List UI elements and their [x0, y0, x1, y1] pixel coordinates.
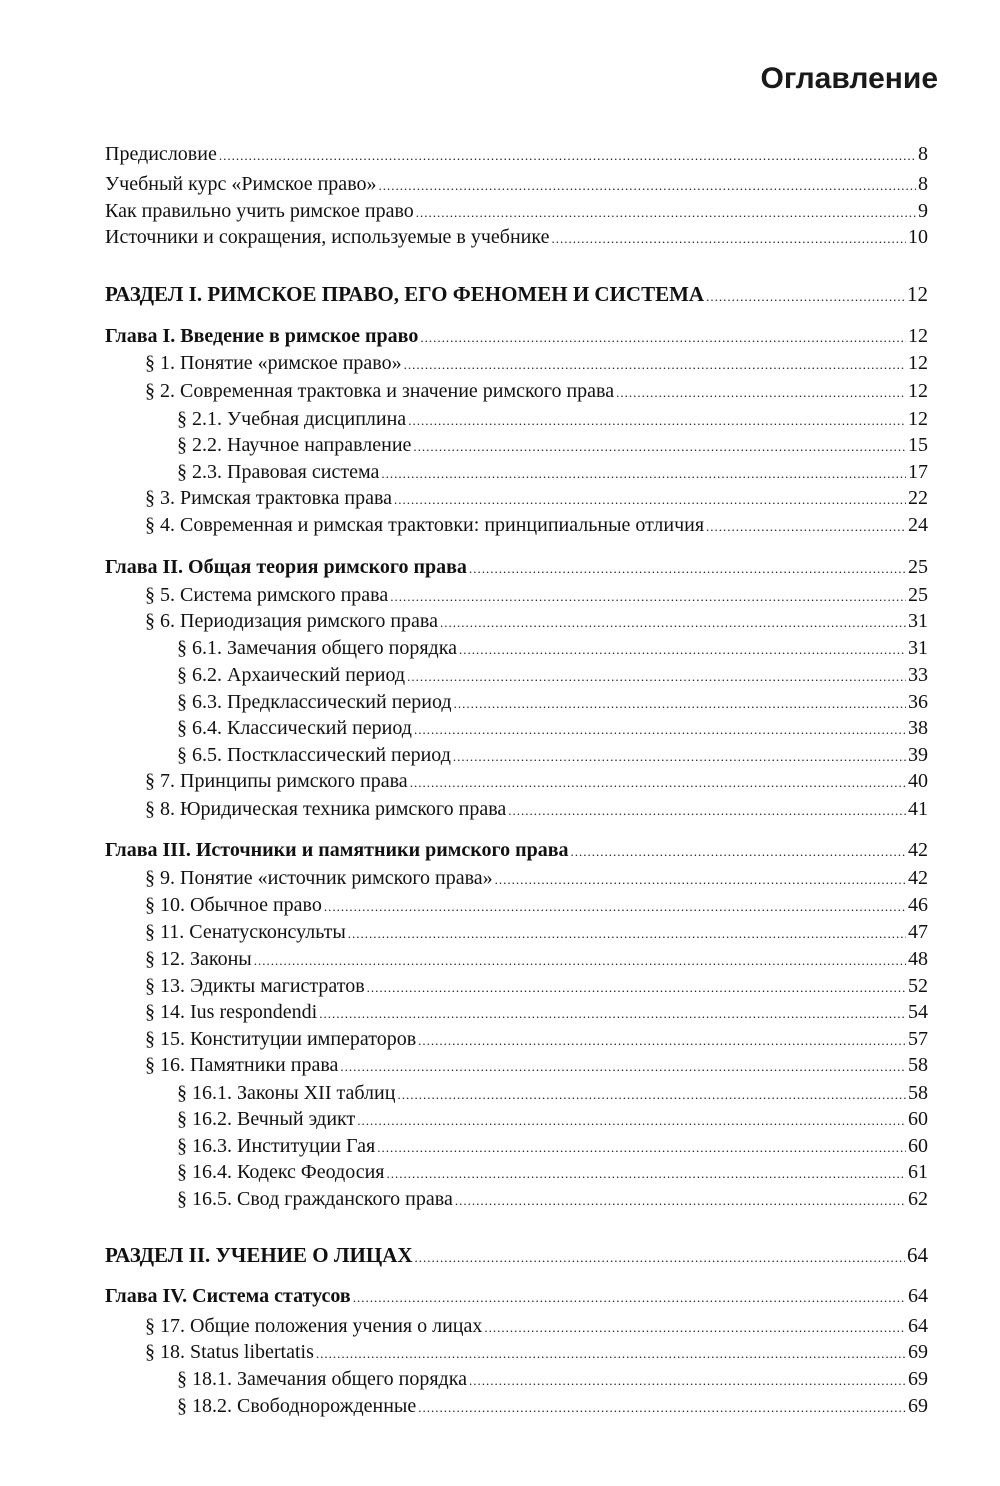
toc-entry	[105, 484, 928, 512]
toc-entry-title: Глава II. Общая теория римского права	[105, 556, 467, 578]
toc-entry	[105, 553, 928, 581]
toc-entry-title: § 16.2. Вечный эдикт	[177, 1108, 356, 1130]
toc-entry-page: 60	[908, 1135, 928, 1157]
toc-entry-page: 12	[908, 352, 928, 374]
toc-entry-page: 40	[908, 770, 928, 792]
dot-leader	[316, 1340, 906, 1368]
toc-entry-title: РАЗДЕЛ I. РИМСКОЕ ПРАВО, ЕГО ФЕНОМЕН И СИСТЕМА	[105, 282, 705, 306]
toc-entry-title: § 16. Памятники права	[145, 1054, 339, 1076]
toc-entry-title: § 7. Принципы римского права	[145, 770, 408, 792]
dot-leader	[706, 513, 906, 541]
toc-entry-title: Глава I. Введение в римское право	[105, 325, 419, 347]
dot-leader	[616, 379, 906, 407]
toc-entry	[105, 458, 928, 486]
toc-entry	[105, 581, 928, 609]
toc-entry-title: § 6.3. Предклассический период	[177, 691, 452, 713]
dot-leader	[357, 1107, 906, 1135]
toc-entry	[105, 607, 928, 635]
toc-entry-title: § 6.2. Архаический период	[177, 664, 406, 686]
toc-entry	[105, 795, 928, 823]
toc-entry-title: § 18.1. Замечания общего порядка	[177, 1368, 467, 1390]
toc-entry	[105, 1079, 928, 1107]
dot-leader	[571, 838, 906, 866]
toc-entry-page: 54	[908, 1001, 928, 1023]
toc-entry-title: § 3. Римская трактовка права	[145, 487, 393, 509]
toc-entry-page: 12	[907, 282, 928, 306]
toc-entry-title: § 6.4. Классический период	[177, 717, 412, 739]
toc-entry-title: § 2.3. Правовая система	[177, 461, 380, 483]
toc-entry-title: § 16.1. Законы XII таблиц	[177, 1082, 396, 1104]
toc-entry	[105, 998, 928, 1026]
toc-entry	[105, 1105, 928, 1133]
toc-entry-title: § 17. Общие положения учения о лицах	[145, 1315, 483, 1337]
toc-entry-title: § 9. Понятие «источник римского права»	[145, 867, 493, 889]
toc-entry-page: 25	[908, 584, 928, 606]
dot-leader	[386, 1160, 906, 1188]
dot-leader	[410, 769, 906, 797]
toc-entry	[105, 1025, 928, 1053]
toc-entry	[105, 661, 928, 689]
toc-entry	[105, 1158, 928, 1186]
dot-leader	[459, 636, 906, 664]
dot-leader	[469, 1367, 906, 1395]
toc-entry-title: § 8. Юридическая техника римского права	[145, 798, 507, 820]
toc-entry-page: 36	[908, 691, 928, 713]
toc-entry-page: 57	[908, 1028, 928, 1050]
toc-entry-page: 39	[908, 744, 928, 766]
dot-leader	[420, 324, 906, 352]
toc-entry-title: Предисловие	[105, 143, 217, 165]
toc-entry-page: 60	[908, 1108, 928, 1130]
toc-entry-page: 42	[908, 839, 928, 861]
dot-leader	[407, 663, 906, 691]
dot-leader	[414, 716, 906, 744]
toc-entry-title: Источники и сокращения, используемые в учебнике	[105, 226, 550, 248]
toc-entry	[105, 1312, 928, 1340]
dot-leader	[254, 947, 906, 975]
toc-entry-title: § 18. Status libertatis	[145, 1341, 314, 1363]
toc-entry-page: 9	[918, 200, 928, 222]
toc-entry-title: § 11. Сенатусконсульты	[145, 921, 346, 943]
toc-entry	[105, 223, 928, 251]
dot-leader	[340, 1053, 906, 1081]
toc-entry-title: § 18.2. Свободнорожденные	[177, 1395, 417, 1417]
toc-entry-title: § 12. Законы	[145, 948, 252, 970]
toc-entry	[105, 280, 928, 308]
dot-leader	[394, 486, 906, 514]
toc-entry-page: 8	[918, 143, 928, 165]
toc-entry	[105, 1241, 928, 1269]
toc-entry-title: § 16.5. Свод гражданского права	[177, 1188, 453, 1210]
toc-entry	[105, 1365, 928, 1393]
dot-leader	[706, 283, 905, 311]
toc-entry-page: 31	[908, 637, 928, 659]
toc-entry-title: § 6.5. Постклассический период	[177, 744, 451, 766]
toc-entry	[105, 1282, 928, 1310]
dot-leader	[324, 893, 906, 921]
toc-entry-title: § 16.3. Институции Гая	[177, 1135, 376, 1157]
dot-leader	[404, 351, 906, 379]
toc-entry-title: § 13. Эдикты магистратов	[145, 975, 365, 997]
toc-entry	[105, 1185, 928, 1213]
toc-entry	[105, 1132, 928, 1160]
toc-entry-page: 22	[908, 487, 928, 509]
toc-entry	[105, 741, 928, 769]
toc-entry	[105, 170, 928, 198]
toc-entry-page: 12	[908, 380, 928, 402]
toc-entry-page: 8	[918, 173, 928, 195]
toc-entry	[105, 1338, 928, 1366]
toc-entry-page: 58	[908, 1054, 928, 1076]
toc-entry-title: § 6. Периодизация римского права	[145, 610, 438, 632]
toc-entry-page: 41	[908, 798, 928, 820]
toc-entry-page: 10	[908, 226, 928, 248]
toc-entry	[105, 918, 928, 946]
toc-entry	[105, 322, 928, 350]
toc-entry-page: 64	[907, 1243, 928, 1267]
toc-entry-page: 25	[908, 556, 928, 578]
toc-entry-title: Глава IV. Система статусов	[105, 1285, 351, 1307]
toc-entry-title: § 1. Понятие «римское право»	[145, 352, 402, 374]
dot-leader	[379, 172, 917, 200]
toc-entry-page: 48	[908, 948, 928, 970]
toc-entry-page: 69	[908, 1395, 928, 1417]
toc-entry	[105, 891, 928, 919]
dot-leader	[353, 1284, 906, 1312]
toc-entry	[105, 349, 928, 377]
toc-entry-page: 24	[908, 514, 928, 536]
toc-entry-page: 47	[908, 921, 928, 943]
toc-entry-page: 64	[908, 1315, 928, 1337]
toc-entry	[105, 836, 928, 864]
toc-entry-page: 31	[908, 610, 928, 632]
toc-entry	[105, 767, 928, 795]
dot-leader	[348, 920, 906, 948]
dot-leader	[551, 225, 906, 253]
toc-entry-page: 64	[908, 1285, 928, 1307]
toc-entry-title: РАЗДЕЛ II. УЧЕНИЕ О ЛИЦАХ	[105, 1243, 413, 1267]
toc-entry-page: 52	[908, 975, 928, 997]
toc-entry-title: § 14. Ius respondendi	[145, 1001, 318, 1023]
toc-entry-title: § 4. Современная и римская трактовки: принципиальные отличия	[145, 514, 705, 536]
toc-entry-page: 12	[908, 325, 928, 347]
toc-entry-title: Глава III. Источники и памятники римского права	[105, 839, 569, 861]
toc-entry-title: § 15. Конституции императоров	[145, 1028, 417, 1050]
toc-entry-title: Как правильно учить римское право	[105, 200, 414, 222]
toc-entry-title: § 16.4. Кодекс Феодосия	[177, 1161, 385, 1183]
toc-entry-page: 46	[908, 894, 928, 916]
toc-entry	[105, 688, 928, 716]
toc-entry-title: § 2.2. Научное направление	[177, 434, 412, 456]
dot-leader	[219, 142, 916, 170]
toc-entry	[105, 972, 928, 1000]
toc-entry-page: 61	[908, 1161, 928, 1183]
toc-entry-page: 69	[908, 1341, 928, 1363]
toc-entry	[105, 431, 928, 459]
toc-entry-page: 38	[908, 717, 928, 739]
toc-entry	[105, 511, 928, 539]
toc-entry-page: 15	[908, 434, 928, 456]
toc-entry-title: § 10. Обычное право	[145, 894, 322, 916]
toc-entry-title: § 5. Система римского права	[145, 584, 389, 606]
toc-entry-page: 42	[908, 867, 928, 889]
dot-leader	[440, 609, 906, 637]
dot-leader	[455, 1187, 906, 1215]
page-title: Оглавление	[760, 62, 938, 95]
dot-leader	[415, 1244, 906, 1272]
toc-entry	[105, 197, 928, 225]
toc-entry	[105, 1392, 928, 1420]
toc-entry-page: 58	[908, 1082, 928, 1104]
dot-leader	[418, 1394, 906, 1422]
toc-entry	[105, 405, 928, 433]
toc-entry	[105, 945, 928, 973]
dot-leader	[413, 433, 906, 461]
toc-entry-page: 12	[908, 408, 928, 430]
toc-entry	[105, 864, 928, 892]
dot-leader	[508, 797, 906, 825]
dot-leader	[319, 1000, 906, 1028]
toc-entry	[105, 140, 928, 168]
dot-leader	[495, 866, 906, 894]
toc-entry	[105, 377, 928, 405]
toc-entry-title: § 6.1. Замечания общего порядка	[177, 637, 457, 659]
toc-entry-page: 62	[908, 1188, 928, 1210]
toc-entry	[105, 714, 928, 742]
toc-entry	[105, 634, 928, 662]
toc-entry-title: § 2.1. Учебная дисциплина	[177, 408, 407, 430]
toc-entry-page: 33	[908, 664, 928, 686]
toc-entry-page: 17	[908, 461, 928, 483]
toc-entry-title: § 2. Современная трактовка и значение римского права	[145, 380, 615, 402]
toc-entry-title: Учебный курс «Римское право»	[105, 173, 377, 195]
dot-leader	[469, 555, 906, 583]
toc-entry-page: 69	[908, 1368, 928, 1390]
toc-entry	[105, 1051, 928, 1079]
